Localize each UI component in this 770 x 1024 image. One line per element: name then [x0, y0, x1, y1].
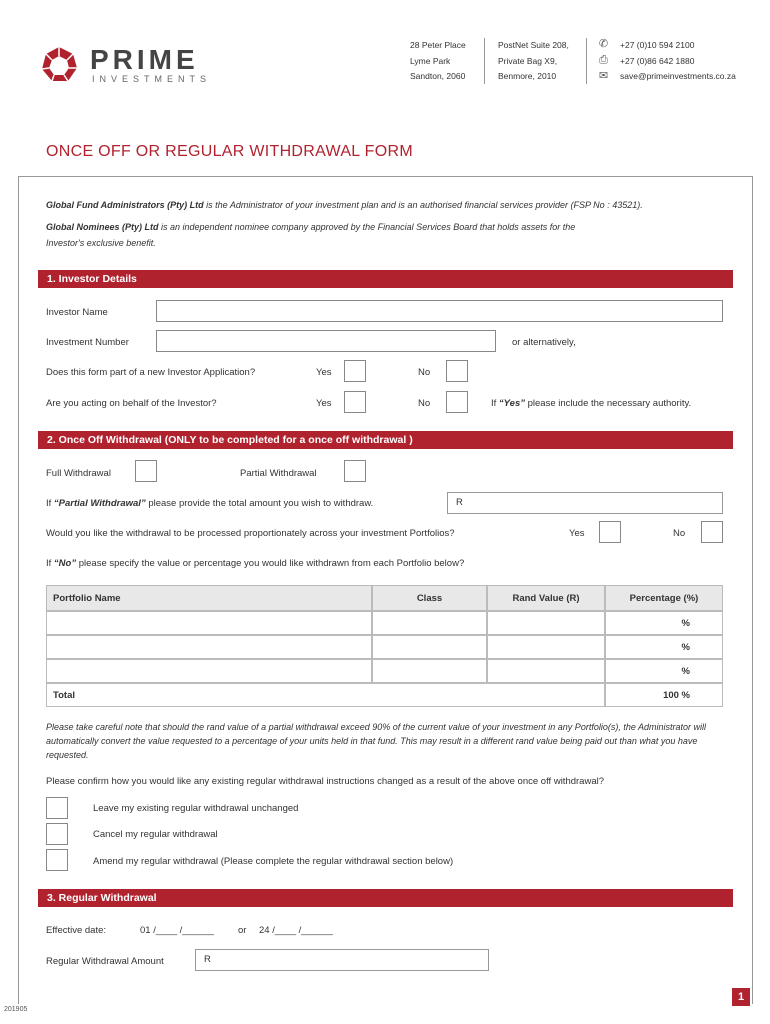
new-application-question: Does this form part of a new Investor Application? — [46, 367, 256, 378]
or-label: or — [238, 925, 247, 936]
investor-name-field[interactable] — [156, 300, 723, 322]
authority-note: If “Yes” please include the necessary authority. — [491, 398, 692, 409]
table-total-percentage: 100 % — [605, 683, 723, 707]
rand-value-cell[interactable] — [487, 659, 605, 683]
behalf-yes-checkbox[interactable] — [344, 391, 366, 413]
contact-details — [620, 38, 736, 85]
amend-regular-label: Amend my regular withdrawal (Please complete the regular withdrawal section below) — [93, 856, 454, 867]
address-postal: PostNet Suite 208, Private Bag X9, Benmore, 2010 — [498, 40, 569, 81]
partial-amount-field[interactable]: R — [447, 492, 723, 514]
yes-label: Yes — [316, 398, 332, 409]
email-icon: ✉ — [598, 70, 609, 82]
portfolio-name-cell[interactable] — [46, 659, 372, 683]
leave-unchanged-label: Leave my existing regular withdrawal unchanged — [93, 803, 299, 814]
percentage-cell[interactable]: % — [605, 635, 723, 659]
section-investor-details: 1. Investor Details — [38, 270, 733, 288]
brand-subtitle: INVESTMENTS — [92, 74, 212, 84]
if-no-instruction: If “No” please specify the value or percentage you would like withdrawn from each Portfolio below? — [46, 558, 465, 569]
section-once-off-withdrawal: 2. Once Off Withdrawal (ONLY to be completed for a once off withdrawal ) — [38, 431, 733, 449]
partial-amount-label: If “Partial Withdrawal” please provide the total amount you wish to withdraw. — [46, 498, 374, 509]
confirm-question: Please confirm how you would like any existing regular withdrawal instructions changed as a result of the above once off withdrawal? — [46, 776, 604, 787]
fax-icon: ⎙ — [599, 54, 608, 66]
effective-date-01[interactable]: 01 /____ /______ — [140, 925, 214, 936]
effective-date-label: Effective date: — [46, 925, 107, 936]
page-number: 1 — [732, 988, 750, 1006]
portfolio-name-cell[interactable] — [46, 635, 372, 659]
table-header-class: Class — [372, 585, 487, 611]
table-header-portfolio-name: Portfolio Name — [46, 585, 372, 611]
intro-text: Global Fund Administrators (Pty) Ltd is the Administrator of your investment plan and is an authorised financial services provider (FSP No : 43521). Global Nominees (Pty) Ltd is an independent nominee company approved by the Financial Services Board that holds assets for the Investor's exclusive benefit. — [46, 200, 643, 248]
address-physical: 28 Peter Place Lyme Park Sandton, 2060 — [410, 40, 466, 81]
behalf-no-checkbox[interactable] — [446, 391, 468, 413]
class-cell[interactable] — [372, 659, 487, 683]
partial-withdrawal-label: Partial Withdrawal — [240, 468, 317, 479]
investor-name-label: Investor Name — [46, 307, 108, 318]
proportional-question: Would you like the withdrawal to be processed proportionately across your investment Portfolios? — [46, 528, 455, 539]
divider — [484, 38, 485, 84]
fax-number: +27 (0)86 642 1880 — [620, 55, 695, 66]
new-application-no-checkbox[interactable] — [446, 360, 468, 382]
proportional-no-checkbox[interactable] — [701, 521, 723, 543]
yes-label: Yes — [316, 367, 332, 378]
form-title: ONCE OFF OR REGULAR WITHDRAWAL FORM — [46, 143, 413, 160]
section-regular-withdrawal: 3. Regular Withdrawal — [38, 889, 733, 907]
percentage-cell[interactable]: % — [605, 659, 723, 683]
email-address[interactable]: save@primeinvestments.co.za — [620, 71, 736, 81]
table-header-percentage: Percentage (%) — [605, 585, 723, 611]
amend-regular-checkbox[interactable] — [46, 849, 68, 871]
table-total-label: Total — [46, 683, 605, 707]
investment-number-field[interactable] — [156, 330, 496, 352]
full-withdrawal-checkbox[interactable] — [135, 460, 157, 482]
table-header-rand-value: Rand Value (R) — [487, 585, 605, 611]
full-withdrawal-label: Full Withdrawal — [46, 468, 111, 479]
yes-label: Yes — [569, 528, 585, 539]
cancel-regular-label: Cancel my regular withdrawal — [93, 829, 218, 840]
regular-amount-field[interactable]: R — [195, 949, 489, 971]
prime-logo-icon — [40, 46, 78, 84]
investment-number-label: Investment Number — [46, 337, 129, 348]
new-application-yes-checkbox[interactable] — [344, 360, 366, 382]
portfolio-name-cell[interactable] — [46, 611, 372, 635]
warning-note: Please take careful note that should the rand value of a partial withdrawal exceed 90% of the current value of your investment in any Portfolio(s), the Administrator will automatically convert the value requested to a percentage of your units held in that fund. This may result in a different rand value being paid out than what you have requested. — [46, 722, 707, 760]
no-label: No — [418, 367, 431, 378]
form-code: 201905 — [4, 1006, 28, 1013]
percentage-cell[interactable]: % — [605, 611, 723, 635]
cancel-regular-checkbox[interactable] — [46, 823, 68, 845]
no-label: No — [673, 528, 686, 539]
rand-value-cell[interactable] — [487, 635, 605, 659]
partial-withdrawal-checkbox[interactable] — [344, 460, 366, 482]
rand-value-cell[interactable] — [487, 611, 605, 635]
proportional-yes-checkbox[interactable] — [599, 521, 621, 543]
brand-name: PRIME — [90, 44, 199, 75]
class-cell[interactable] — [372, 635, 487, 659]
no-label: No — [418, 398, 431, 409]
regular-amount-label: Regular Withdrawal Amount — [46, 956, 164, 967]
or-alternatively-label: or alternatively, — [512, 337, 576, 348]
phone-number: +27 (0)10 594 2100 — [620, 40, 695, 50]
phone-icon: ✆ — [598, 38, 609, 50]
effective-date-24[interactable]: 24 /____ /______ — [259, 925, 333, 936]
divider — [586, 38, 587, 84]
leave-unchanged-checkbox[interactable] — [46, 797, 68, 819]
behalf-question: Are you acting on behalf of the Investor? — [46, 398, 217, 409]
class-cell[interactable] — [372, 611, 487, 635]
